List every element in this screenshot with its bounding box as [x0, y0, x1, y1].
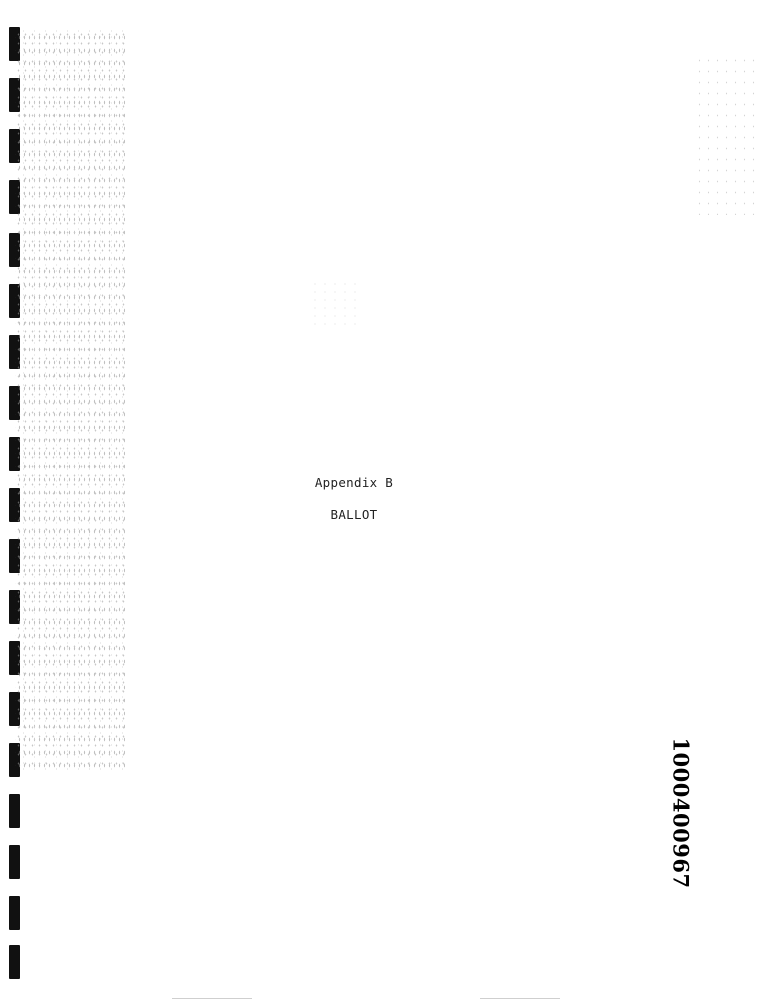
scan-noise-center [310, 280, 360, 330]
appendix-heading: Appendix B [314, 475, 394, 490]
punch-hole [9, 845, 20, 879]
punch-hole [9, 794, 20, 828]
document-id-stamp: 1000400967 [668, 737, 694, 889]
page-edge-line [172, 998, 252, 999]
punch-hole [9, 945, 20, 979]
section-title: BALLOT [330, 507, 378, 522]
scan-noise-left [15, 30, 125, 770]
punch-hole [9, 896, 20, 930]
page-edge-line [480, 998, 560, 999]
scan-noise-top-right [695, 55, 755, 215]
